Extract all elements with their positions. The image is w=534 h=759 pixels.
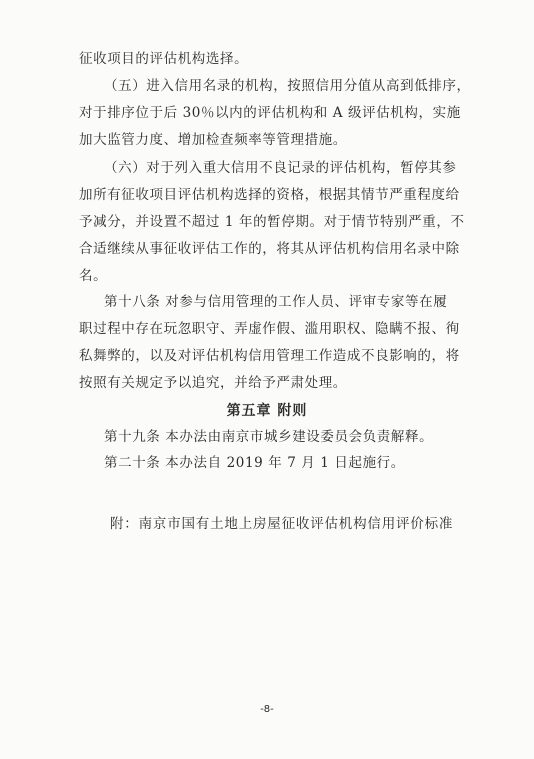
text-line: 对于排序位于后 30％以内的评估机构和 A 级评估机构，实施 <box>79 105 461 121</box>
text-line: 名。 <box>79 268 108 284</box>
chapter-title: 第五章 附则 <box>226 403 308 419</box>
text-line: 私舞弊的，以及对评估机构信用管理工作造成不良影响的，将 <box>79 348 460 364</box>
text-line: （六）对于列入重大信用不良记录的评估机构，暂停其参 <box>104 160 457 176</box>
text-line: 按照有关规定予以追究，并给予严肃处理。 <box>79 375 347 391</box>
text-line: 予减分，并设置不超过 1 年的暂停期。对于情节特别严重，不 <box>79 214 465 230</box>
text-line: 加大监管力度、增加检查频率等管理措施。 <box>79 132 347 148</box>
text-line: 征收项目的评估机构选择。 <box>79 51 249 67</box>
text-line: 第十八条 对参与信用管理的工作人员、评审专家等在履 <box>104 294 448 310</box>
text-line: 第十九条 本办法由南京市城乡建设委员会负责解释。 <box>104 429 434 445</box>
text-line: 合适继续从事征收评估工作的，将其从评估机构信用名录中除 <box>79 241 460 257</box>
page-number: -8- <box>260 704 274 715</box>
appendix-line: 附：南京市国有土地上房屋征收评估机构信用评价标准 <box>110 516 454 532</box>
text-line: 第二十条 本办法自 2019 年 7 月 1 日起施行。 <box>104 455 405 471</box>
text-line: 加所有征收项目评估机构选择的资格，根据其情节严重程度给 <box>79 187 460 203</box>
text-line: （五）进入信用名录的机构，按照信用分值从高到低排序， <box>104 78 471 94</box>
text-line: 职过程中存在玩忽职守、弄虚作假、滥用职权、隐瞒不报、徇 <box>79 321 460 337</box>
